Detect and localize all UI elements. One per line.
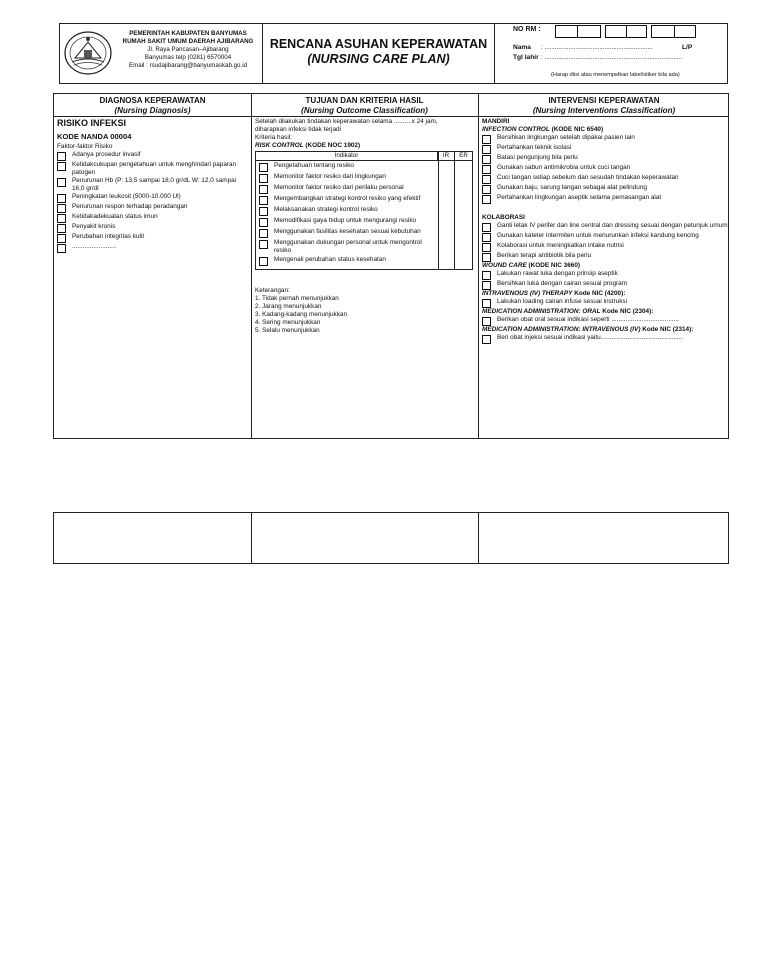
criteria-label: Kriteria hasil: xyxy=(255,134,292,141)
mandiri-item xyxy=(482,174,728,184)
form-header xyxy=(59,23,728,84)
page-subtitle: (NURSING CARE PLAN) xyxy=(307,52,450,66)
mandiri-list xyxy=(482,134,728,204)
checkbox[interactable] xyxy=(482,243,491,252)
checkbox[interactable] xyxy=(57,204,66,213)
outcome-intro-1: Setelah dilakukan tindakan keperawatan selama ..........x 24 jam, xyxy=(255,118,438,125)
indicator-item-label: Memonitor faktor resiko dari perilaku personal xyxy=(274,184,404,191)
indicator-item-label: Memonitor faktor resiko dari lingkungan xyxy=(274,173,386,180)
risk-factor-item-label: Ketidakadekuatan status imun xyxy=(72,213,158,220)
iv-item-label: Lakukan loading cairan infuse sesuai instruksi xyxy=(497,298,628,305)
org-government: PEMERINTAH KABUPATEN BANYUMAS xyxy=(129,30,247,37)
indicator-item xyxy=(259,162,436,172)
hospital-logo-icon xyxy=(63,30,113,76)
rm-box-2[interactable] xyxy=(577,25,601,38)
indicator-item xyxy=(259,228,436,238)
page-title: RENCANA ASUHAN KEPERAWATAN xyxy=(269,37,488,51)
hospital-block xyxy=(60,24,263,83)
indicator-item xyxy=(259,173,436,183)
mandiri-item xyxy=(482,194,728,204)
mandiri-item-label: Pertahankan teknik isolasi xyxy=(497,144,572,151)
kolaborasi-label: KOLABORASI xyxy=(482,214,525,221)
checkbox[interactable] xyxy=(482,271,491,280)
er-col-header: ER xyxy=(454,152,472,160)
no-rm-label: NO RM : xyxy=(513,26,541,33)
risk-factor-item-label: Penurunan respon terhadap peradangan xyxy=(72,203,188,210)
checkbox[interactable] xyxy=(482,335,491,344)
lp-label: L/P xyxy=(682,44,693,51)
risk-factor-item-label: Ketidakcukupan pengetahuan untuk menghindari paparan patogen xyxy=(72,161,237,176)
title-block xyxy=(263,24,495,83)
indicator-list xyxy=(256,161,472,269)
legend-label: Keterangan: xyxy=(255,287,290,294)
org-email: Email : rsudajibarang@banyumaskab.go.id xyxy=(128,62,248,69)
outcome-column xyxy=(255,118,477,335)
mandiri-item-label: Bersihkan lingkungan setelah dipakai pasien lain xyxy=(497,134,635,141)
label-note: (Harap diisi atau menempelkan label/stiker bila ada) xyxy=(551,72,680,78)
tgl-lahir-field[interactable]: : ................................................................................ xyxy=(541,54,682,61)
checkbox[interactable] xyxy=(482,233,491,242)
checkbox[interactable] xyxy=(57,178,66,187)
legend-item: 3. Kadang-kadang menunjukkan xyxy=(255,311,348,318)
tgl-lahir-label: Tgl lahir xyxy=(513,54,539,61)
outcome-header: TUJUAN DAN KRITERIA HASIL (Nursing Outcome Classification) xyxy=(301,96,428,115)
mandiri-item-label: Gunakan sabun antimikrobia untuk cuci tangan xyxy=(497,164,631,171)
oral-item-label: Berikan obat oral sesuai indikasi seperti ...................................... xyxy=(497,316,679,323)
kolaborasi-item-label: Kolaborasi untuk meningkatkan intake nutrisi xyxy=(497,242,624,249)
risk-factor-item xyxy=(57,177,249,193)
risk-factor-item xyxy=(57,193,249,203)
indicator-item-label: Memodifikasi gaya hidup untuk mengurangi resiko xyxy=(274,217,417,224)
mandiri-item xyxy=(482,164,728,174)
mediv-item xyxy=(482,334,728,344)
oral-med-code: Kode NIC (2304): xyxy=(602,308,654,315)
diagnosis-column xyxy=(57,118,249,253)
checkbox[interactable] xyxy=(259,257,268,266)
noc-code: (KODE NOC 1902) xyxy=(305,142,361,149)
checkbox[interactable] xyxy=(482,155,491,164)
legend-item: 1. Tidak pernah menunjukkan xyxy=(255,295,339,302)
nama-field[interactable]: : ............................................................... xyxy=(541,44,653,51)
iv-med-code: Kode NIC (2314): xyxy=(642,326,694,333)
kolaborasi-item-label: Ganti letak IV perifer dan line central dan dressing sesuai dengan petunjuk umum xyxy=(497,222,728,229)
mandiri-item xyxy=(482,144,728,154)
indicator-item xyxy=(259,239,436,255)
indicator-item-label: Menggunakan fasilitas kesehatan sesuai kebutuhan xyxy=(274,228,421,235)
rm-box-6[interactable] xyxy=(674,25,696,38)
wound-item xyxy=(482,270,728,280)
wound-care-title: WOUND CARE xyxy=(482,262,527,269)
mandiri-item xyxy=(482,134,728,144)
indicator-item-label: Pengetahuan tentang resiko xyxy=(274,162,354,169)
oral-list xyxy=(482,316,728,326)
rm-box-1[interactable] xyxy=(555,25,578,38)
checkbox[interactable] xyxy=(259,174,268,183)
wound-item-label: Lakukan rawat luka dengan prinsip aseptik xyxy=(497,270,618,277)
outcome-indicator-table xyxy=(255,151,473,270)
patient-id-block xyxy=(495,24,727,83)
kolaborasi-item xyxy=(482,242,728,252)
kolaborasi-item xyxy=(482,252,728,262)
checkbox[interactable] xyxy=(259,196,268,205)
diagnosis-name: RISIKO INFEKSI xyxy=(57,118,127,128)
kolaborasi-item xyxy=(482,222,728,232)
mandiri-item-label: Batasi pengunjung bila perlu xyxy=(497,154,578,161)
risk-factor-item-label: Penurunan Hb (P: 13,5 sampai 18,0 gr/dL W: 12,0 sampai 16,0 gr/dl xyxy=(72,177,237,192)
outcome-intro-2: diharapkan infeksi tidak terjadi xyxy=(255,126,341,133)
checkbox[interactable] xyxy=(57,224,66,233)
checkbox[interactable] xyxy=(259,207,268,216)
checkbox[interactable] xyxy=(482,135,491,144)
iv-therapy-title: INTRAVENOUS (IV) THERAPY xyxy=(482,290,573,297)
infection-control-title: INFECTION CONTROL xyxy=(482,126,550,133)
risk-factor-item xyxy=(57,223,249,233)
risk-factor-item-label: Perubahan integritas kulit xyxy=(72,233,145,240)
mandiri-item-label: Cuci tangan setiap sebelum dan sesudah tindakan keperawatan xyxy=(497,174,679,181)
mediv-item-label: Beri obat injeksi sesuai indikasi yaitu.............................................. xyxy=(497,334,683,341)
risk-factors-label: Faktor-faktor Risiko xyxy=(57,143,113,150)
mandiri-item-label: Pertahankan lingkungan aseptik selama pemasangan alat xyxy=(497,194,662,201)
mediv-list xyxy=(482,334,728,344)
checkbox[interactable] xyxy=(57,214,66,223)
continuation-cell-diagnosis[interactable] xyxy=(54,513,251,563)
checkbox[interactable] xyxy=(259,163,268,172)
checkbox[interactable] xyxy=(482,253,491,262)
oral-item xyxy=(482,316,728,326)
continuation-cell-intervention[interactable] xyxy=(478,513,728,563)
indicator-item xyxy=(259,256,436,266)
diagnosis-code: KODE NANDA 00004 xyxy=(57,132,132,141)
risk-factor-item-label: Adanya prosedur invasif xyxy=(72,151,141,158)
checkbox[interactable] xyxy=(482,317,491,326)
checkbox[interactable] xyxy=(482,145,491,154)
wound-item-label: Bersihkan luka dengan cairan sesuai program xyxy=(497,280,628,287)
legend-item: 4. Sering menunjukkan xyxy=(255,319,321,326)
risk-factor-item-label: Penyakit kronis xyxy=(72,223,116,230)
mandiri-item xyxy=(482,154,728,164)
continuation-cell-outcome[interactable] xyxy=(251,513,479,563)
wound-care-code: (KODE NIC 3660) xyxy=(528,262,581,269)
checkbox[interactable] xyxy=(482,175,491,184)
care-plan-table xyxy=(53,93,729,439)
indicator-item xyxy=(259,184,436,194)
mandiri-item-label: Gunakan baju, sarung tangan sebagai alat pelindung xyxy=(497,184,647,191)
indicator-col-header: Indikator xyxy=(334,152,359,159)
risk-factor-item xyxy=(57,243,249,253)
kolaborasi-list xyxy=(482,222,728,262)
iv-therapy-code: Kode NIC (4200): xyxy=(574,290,626,297)
intervention-header: INTERVENSI KEPERAWATAN (Nursing Interventions Classification) xyxy=(532,96,676,115)
checkbox[interactable] xyxy=(482,185,491,194)
checkbox[interactable] xyxy=(259,240,268,249)
indicator-item-label: Mengenali perubahan status kesehatan xyxy=(274,256,386,263)
org-address: Jl. Raya Pancasan–Ajibarang xyxy=(147,46,229,53)
indicator-item xyxy=(259,195,436,205)
iv-med-title: MEDICATION ADMINISTRATION: INTRAVENOUS (IV) xyxy=(482,326,641,333)
kolaborasi-item-label: Berikan terapi antibiotik bila perlu xyxy=(497,252,592,259)
intervention-column xyxy=(482,118,728,344)
oral-med-title: MEDICATION ADMINISTRATION: ORAL xyxy=(482,308,601,315)
indicator-item xyxy=(259,217,436,227)
checkbox[interactable] xyxy=(259,185,268,194)
kolaborasi-item-label: Gunakan kateter intermiten untuk menurunkan infeksi kandung kencing xyxy=(497,232,699,239)
checkbox[interactable] xyxy=(482,195,491,204)
rm-box-5[interactable] xyxy=(651,25,675,38)
legend-item: 5. Selalu menunjukkan xyxy=(255,327,320,334)
noc-title: RISK CONTROL xyxy=(255,142,304,149)
checkbox[interactable] xyxy=(57,234,66,243)
indicator-item-label: Menggunakan dukungan personal untuk mengontrol resiko xyxy=(274,239,422,254)
checkbox[interactable] xyxy=(259,229,268,238)
org-phone: Banyumas telp (0281) 6570004 xyxy=(144,54,232,61)
risk-factor-item xyxy=(57,233,249,243)
risk-factor-item xyxy=(57,151,249,161)
wound-item xyxy=(482,280,728,290)
nama-label: Nama xyxy=(513,44,531,51)
rm-box-3[interactable] xyxy=(605,25,627,38)
ir-col-header: IR xyxy=(437,152,454,160)
legend-item: 2. Jarang menunjukkan xyxy=(255,303,322,310)
risk-factor-item xyxy=(57,161,249,177)
infection-control-code: (KODE NIC 6540) xyxy=(551,126,604,133)
checkbox[interactable] xyxy=(482,223,491,232)
checkbox[interactable] xyxy=(482,299,491,308)
indicator-item xyxy=(259,206,436,216)
continuation-table xyxy=(53,512,729,564)
legend-list xyxy=(255,295,477,335)
iv-item xyxy=(482,298,728,308)
checkbox[interactable] xyxy=(482,281,491,290)
kolaborasi-item xyxy=(482,232,728,242)
rm-box-4[interactable] xyxy=(626,25,647,38)
checkbox[interactable] xyxy=(259,218,268,227)
mandiri-label: MANDIRI xyxy=(482,118,510,125)
risk-factor-item xyxy=(57,213,249,223)
org-hospital: RUMAH SAKIT UMUM DAERAH AJIBARANG xyxy=(122,38,254,45)
checkbox[interactable] xyxy=(57,162,66,171)
checkbox[interactable] xyxy=(57,244,66,253)
risk-factor-list xyxy=(57,151,249,253)
risk-factor-item-label: ......................... xyxy=(72,243,117,250)
mandiri-item xyxy=(482,184,728,194)
checkbox[interactable] xyxy=(57,194,66,203)
wound-list xyxy=(482,270,728,290)
checkbox[interactable] xyxy=(482,165,491,174)
risk-factor-item-label: Peningkatan leukosit (5000-10.000 Ul) xyxy=(72,193,181,200)
indicator-item-label: Melaksanakan strategi kontrol resiko xyxy=(274,206,378,213)
iv-list xyxy=(482,298,728,308)
indicator-item-label: Mengembangkan strategi kontrol resiko yang efektif xyxy=(274,195,421,202)
risk-factor-item xyxy=(57,203,249,213)
checkbox[interactable] xyxy=(57,152,66,161)
diagnosis-header: DIAGNOSA KEPERAWATAN (Nursing Diagnosis) xyxy=(99,96,206,115)
